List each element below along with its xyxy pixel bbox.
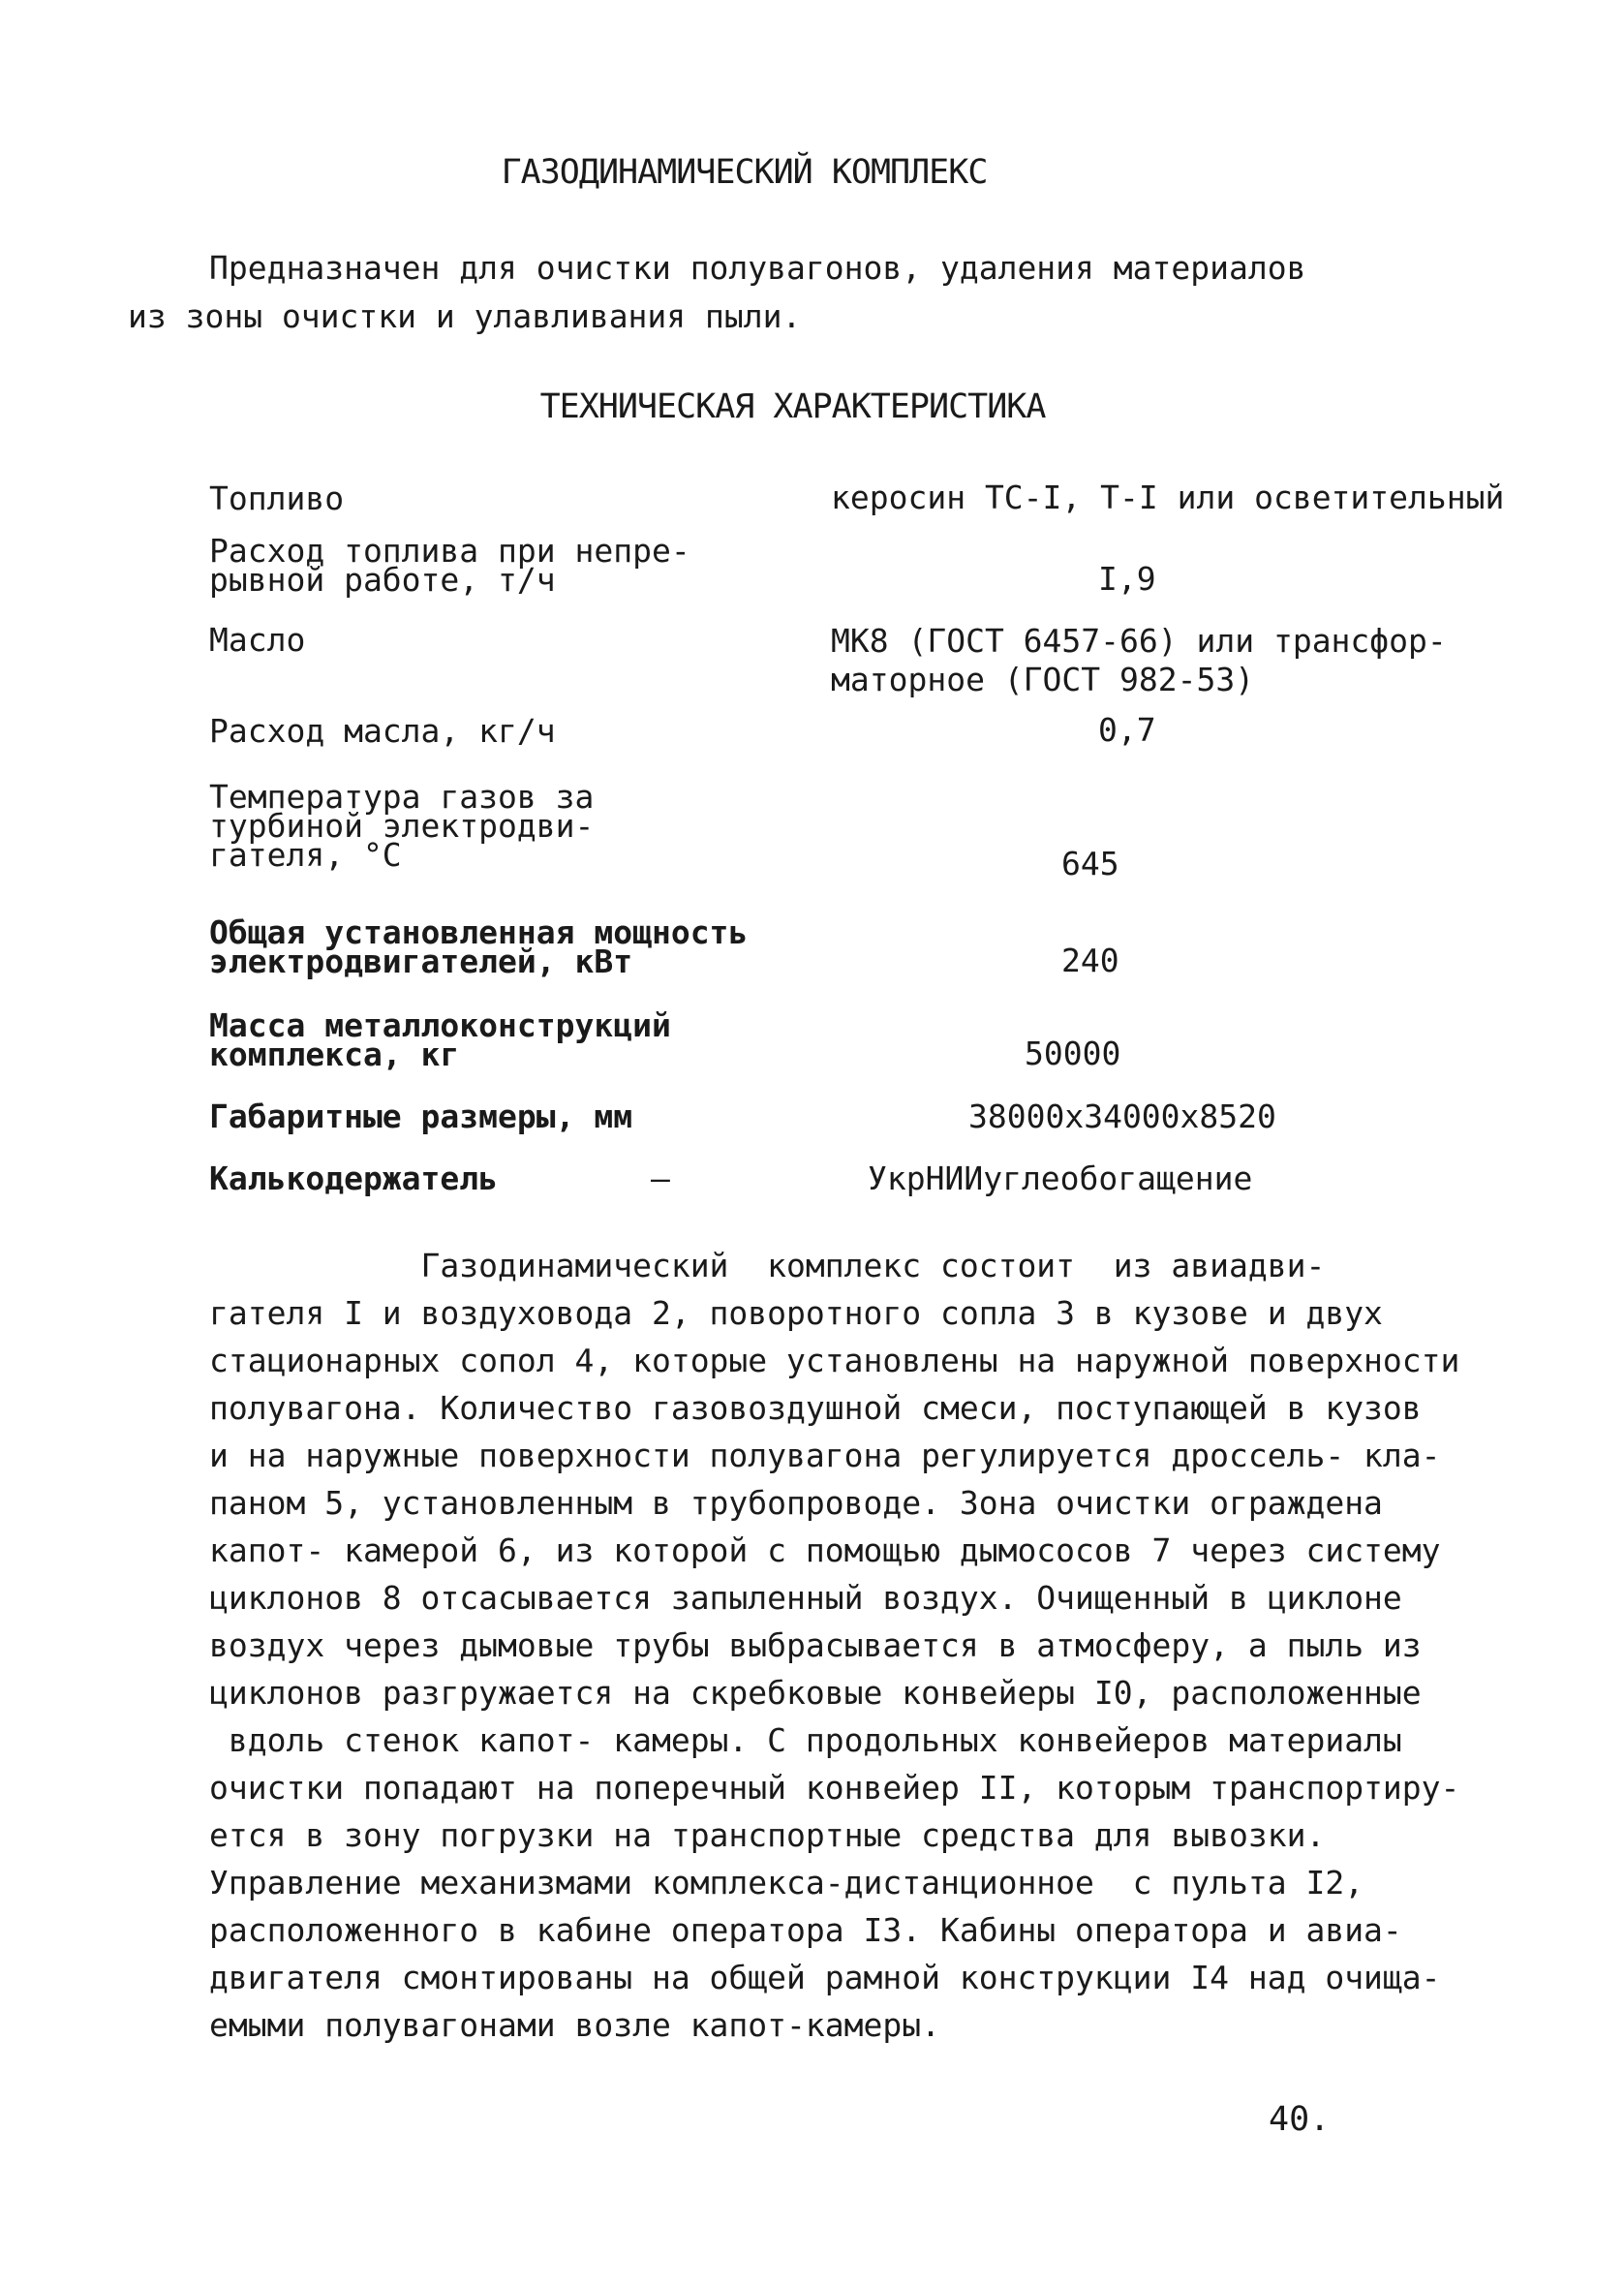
body-line: циклонов разгружается на скребковые конвейеры I0, расположенные	[209, 1674, 1422, 1712]
intro-paragraph	[128, 244, 1497, 341]
body-line: двигателя смонтированы на общей рамной конструкции I4 над очища-	[209, 1959, 1441, 1996]
spec-label: Температура газов за турбиной электродви- гателя, °С	[209, 778, 595, 874]
body-line: гателя I и воздуховода 2, поворотного сопла 3 в кузове и двух	[209, 1294, 1383, 1332]
spec-label: Расход топлива при непре- рывной работе, т/ч	[209, 532, 690, 599]
body-line: емыми полувагонами возле капот-камеры.	[209, 2006, 940, 2044]
spec-label: Общая установленная мощность электродвигателей, кВт	[209, 913, 749, 980]
spec-label: Масло	[209, 621, 306, 659]
spec-label: Масса металлоконструкций комплекса, кг	[209, 1006, 671, 1073]
body-line: Управление механизмами комплекса-дистанционное с пульта I2,	[209, 1864, 1364, 1902]
body-line: капот- камерой 6, из которой с помощью дымососов 7 через систему	[209, 1531, 1441, 1569]
page-number: 40.	[1269, 2100, 1331, 2139]
body-line: очистки попадают на поперечный конвейер II, которым транспортиру-	[209, 1769, 1460, 1807]
body-line: паном 5, установленным в трубопроводе. Зона очистки ограждена	[209, 1484, 1383, 1522]
spec-label: Габаритные размеры, мм	[209, 1098, 633, 1135]
spec-value: I,9	[1098, 560, 1156, 598]
document-title: ГАЗОДИНАМИЧЕСКИЙ КОМПЛЕКС	[501, 153, 988, 192]
intro-line: Предназначен для очистки полувагонов, удаления материалов	[209, 249, 1306, 287]
description-paragraph	[209, 1242, 1497, 2049]
spec-value: УкрНИИуглеобогащение	[868, 1159, 1253, 1197]
body-line: циклонов 8 отсасывается запыленный воздух. Очищенный в циклоне	[209, 1579, 1402, 1617]
spec-value: 38000х34000х8520	[968, 1098, 1276, 1135]
spec-value: 645	[1061, 845, 1119, 882]
spec-label: Расход масла, кг/ч	[209, 712, 556, 750]
spec-value: 50000	[1025, 1035, 1121, 1072]
spec-value: керосин ТС-I, Т-I или осветительный	[831, 479, 1505, 516]
body-line: ется в зону погрузки на транспортные средства для вывозки.	[209, 1816, 1326, 1854]
body-line: стационарных сопол 4, которые установлены на наружной поверхности	[209, 1342, 1460, 1379]
spec-label: Калькодержатель	[209, 1159, 499, 1197]
spec-value: 240	[1061, 942, 1119, 979]
spec-dash: —	[651, 1159, 670, 1197]
body-line: Газодинамический комплекс состоит из авиадви-	[209, 1247, 1326, 1284]
spec-section-title: ТЕХНИЧЕСКАЯ ХАРАКТЕРИСТИКА	[539, 387, 1046, 426]
spec-value: МК8 (ГОСТ 6457-66) или трансфор- маторное (ГОСТ 982-53)	[831, 622, 1447, 698]
body-line: воздух через дымовые трубы выбрасывается в атмосферу, а пыль из	[209, 1626, 1422, 1664]
body-line: полувагона. Количество газовоздушной смеси, поступающей в кузов	[209, 1389, 1422, 1427]
intro-line: из зоны очистки и улавливания пыли.	[128, 297, 802, 335]
body-line: вдоль стенок капот- камеры. С продольных конвейеров материалы	[209, 1721, 1402, 1759]
spec-value: 0,7	[1098, 711, 1156, 749]
spec-label: Топливо	[209, 479, 345, 517]
body-line: и на наружные поверхности полувагона регулируется дроссель- кла-	[209, 1437, 1441, 1474]
body-line: расположенного в кабине оператора I3. Кабины оператора и авиа-	[209, 1911, 1402, 1949]
